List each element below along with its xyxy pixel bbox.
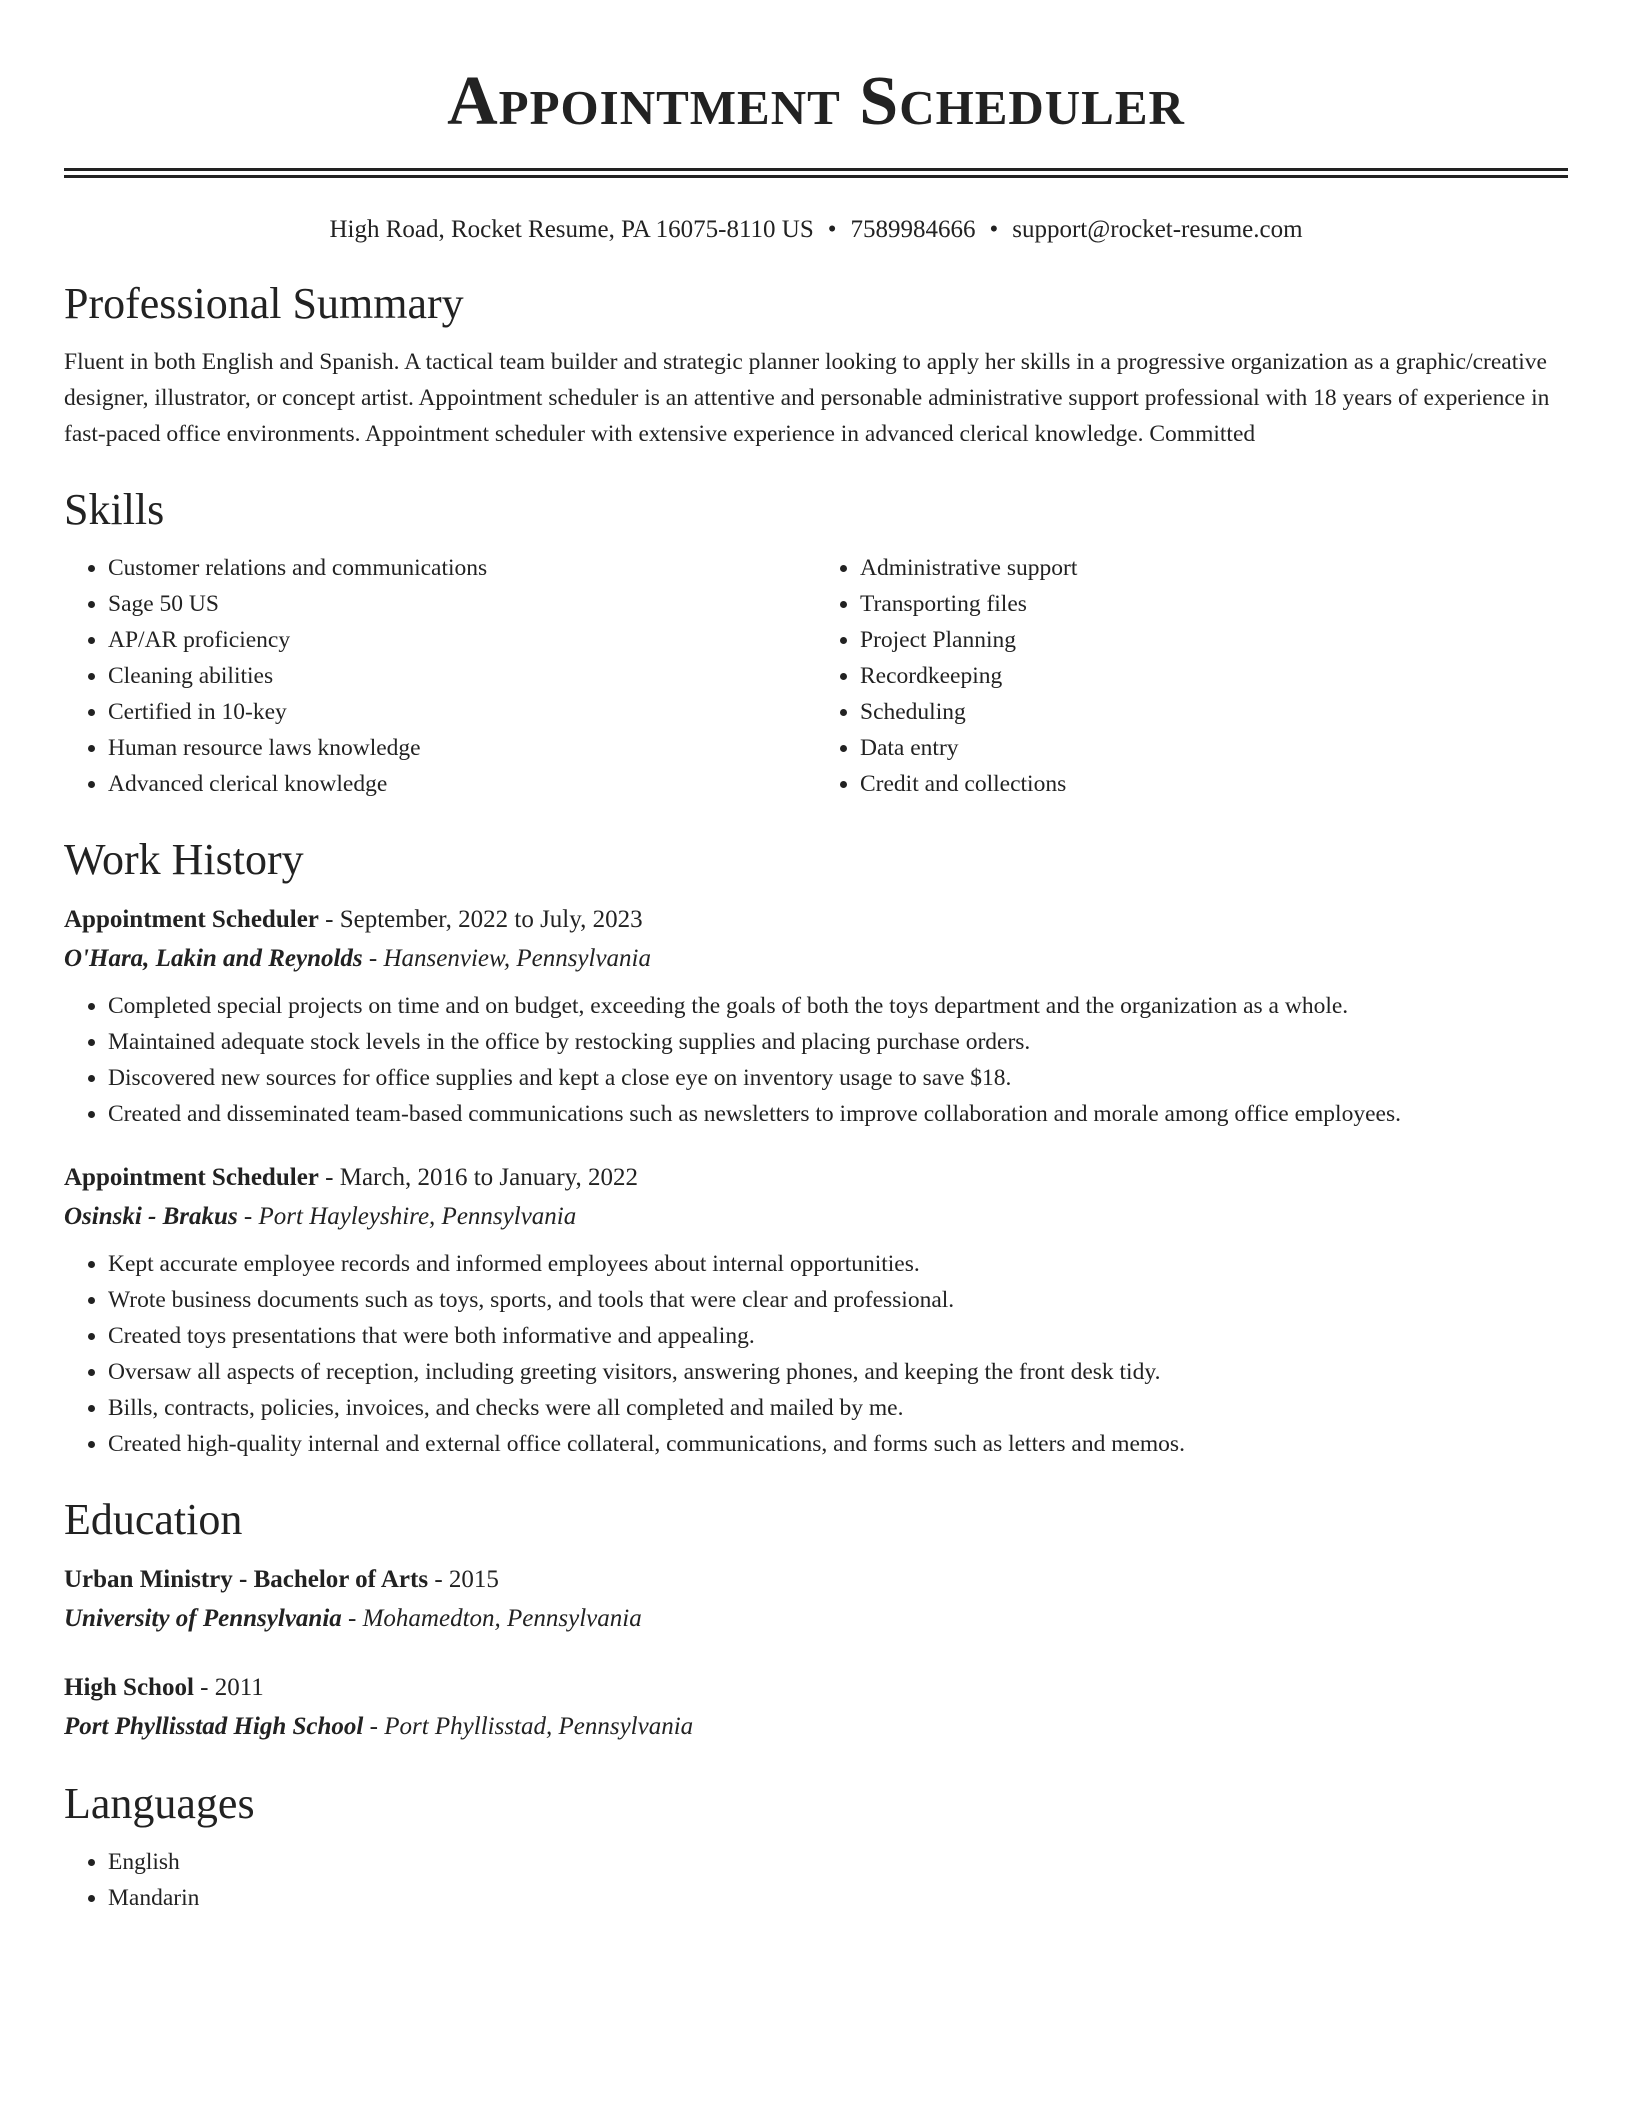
skills-list-left: [64, 550, 816, 802]
skills-heading: Skills: [64, 485, 165, 534]
skill-item: • Cleaning abilities: [108, 658, 816, 694]
job-entry: [64, 1158, 1568, 1462]
degree-line: High School - 2011: [64, 1674, 264, 1701]
summary-section: [64, 278, 1568, 452]
job-title-line: Appointment Scheduler - September, 2022 to July, 2023: [64, 906, 643, 933]
skill-item: • Project Planning: [860, 622, 1568, 658]
work-history-section: [64, 834, 1568, 1462]
school-line: University of Pennsylvania - Mohamedton, Pennsylvania: [64, 1605, 642, 1632]
school-name: Port Phyllisstad High School: [64, 1713, 364, 1740]
job-bullet: • Created high-quality internal and external office collateral, communications, and forms such as letters and memos.: [108, 1426, 1568, 1462]
education-entry: [64, 1560, 1568, 1638]
skill-item: • Data entry: [860, 730, 1568, 766]
job-bullet: • Oversaw all aspects of reception, including greeting visitors, answering phones, and keeping the front desk tidy.: [108, 1354, 1568, 1390]
job-bullet: • Maintained adequate stock levels in the office by restocking supplies and placing purchase orders.: [108, 1024, 1568, 1060]
school-location: Port Phyllisstad, Pennsylvania: [384, 1713, 694, 1740]
resume-name: Appointment Scheduler: [447, 63, 1185, 140]
school-name: University of Pennsylvania: [64, 1605, 342, 1632]
skill-item: • Administrative support: [860, 550, 1568, 586]
language-item: • Mandarin: [108, 1880, 1568, 1916]
header-double-rule: [64, 168, 1568, 178]
job-title-line: Appointment Scheduler - March, 2016 to January, 2022: [64, 1164, 639, 1191]
job-bullets: [64, 1246, 1568, 1462]
job-bullet: • Completed special projects on time and on budget, exceeding the goals of both the toys department and the organization as a whole.: [108, 988, 1568, 1024]
job-company: O'Hara, Lakin and Reynolds: [64, 945, 363, 972]
skill-item: • Scheduling: [860, 694, 1568, 730]
education-entry: [64, 1668, 1568, 1746]
job-bullet: • Kept accurate employee records and informed employees about internal opportunities.: [108, 1246, 1568, 1282]
job-location: Hansenview, Pennsylvania: [383, 945, 652, 972]
skills-columns: [64, 550, 1568, 802]
job-title: Appointment Scheduler: [64, 906, 319, 933]
languages-section: [64, 1778, 1568, 1916]
skill-item: • Transporting files: [860, 586, 1568, 622]
contact-phone: 7589984666: [850, 216, 976, 243]
job-bullets: [64, 988, 1568, 1132]
summary-heading: Professional Summary: [64, 279, 464, 328]
job-dates: September, 2022 to July, 2023: [339, 906, 643, 933]
skills-section: [64, 484, 1568, 802]
job-bullet: • Created toys presentations that were both informative and appealing.: [108, 1318, 1568, 1354]
job-bullet: • Wrote business documents such as toys, sports, and tools that were clear and professional.: [108, 1282, 1568, 1318]
job-bullet: • Bills, contracts, policies, invoices, and checks were all completed and mailed by me.: [108, 1390, 1568, 1426]
languages-heading: Languages: [64, 1779, 255, 1828]
skills-list-right: [816, 550, 1568, 802]
contact-email: support@rocket-resume.com: [1012, 216, 1303, 243]
graduation-year: 2011: [214, 1674, 264, 1701]
job-entry: [64, 900, 1568, 1132]
job-dates: March, 2016 to January, 2022: [339, 1164, 639, 1191]
job-title: Appointment Scheduler: [64, 1164, 319, 1191]
job-company-line: Osinski - Brakus - Port Hayleyshire, Pennsylvania: [64, 1203, 577, 1230]
language-item: • English: [108, 1844, 1568, 1880]
work-history-heading: Work History: [64, 835, 304, 884]
job-location: Port Hayleyshire, Pennsylvania: [258, 1203, 577, 1230]
school-location: Mohamedton, Pennsylvania: [362, 1605, 642, 1632]
education-section: [64, 1494, 1568, 1746]
job-company: Osinski - Brakus: [64, 1203, 238, 1230]
skill-item: • Recordkeeping: [860, 658, 1568, 694]
contact-address: High Road, Rocket Resume, PA 16075-8110 US: [329, 216, 814, 243]
skill-item: • AP/AR proficiency: [108, 622, 816, 658]
skill-item: • Advanced clerical knowledge: [108, 766, 816, 802]
education-heading: Education: [64, 1495, 243, 1544]
skill-item: • Human resource laws knowledge: [108, 730, 816, 766]
contact-line: [64, 214, 1568, 246]
job-bullet: • Discovered new sources for office supplies and kept a close eye on inventory usage to save $18.: [108, 1060, 1568, 1096]
contact-separator: •: [989, 216, 999, 243]
school-line: Port Phyllisstad High School - Port Phyllisstad, Pennsylvania: [64, 1713, 694, 1740]
skill-item: • Sage 50 US: [108, 586, 816, 622]
graduation-year: 2015: [448, 1566, 499, 1593]
degree: High School: [64, 1674, 194, 1701]
languages-list: [64, 1844, 1568, 1916]
degree: Urban Ministry - Bachelor of Arts: [64, 1566, 429, 1593]
degree-line: Urban Ministry - Bachelor of Arts - 2015: [64, 1566, 499, 1593]
job-bullet: • Created and disseminated team-based communications such as newsletters to improve collaboration and morale among office employees.: [108, 1096, 1568, 1132]
skill-item: • Credit and collections: [860, 766, 1568, 802]
summary-text: Fluent in both English and Spanish. A tactical team builder and strategic planner looking to apply her skills in a progressive organization as a graphic/creative designer, illustrator, or concept artist. Appointment scheduler is an attentive and personable administrative support professional with 18 years of experience in fast-paced office environments. Appointment scheduler with extensive experience in advanced clerical knowledge. Committed: [64, 349, 1550, 447]
contact-separator: •: [827, 216, 837, 243]
skill-item: • Customer relations and communications: [108, 550, 816, 586]
skill-item: • Certified in 10-key: [108, 694, 816, 730]
job-company-line: O'Hara, Lakin and Reynolds - Hansenview, Pennsylvania: [64, 945, 652, 972]
